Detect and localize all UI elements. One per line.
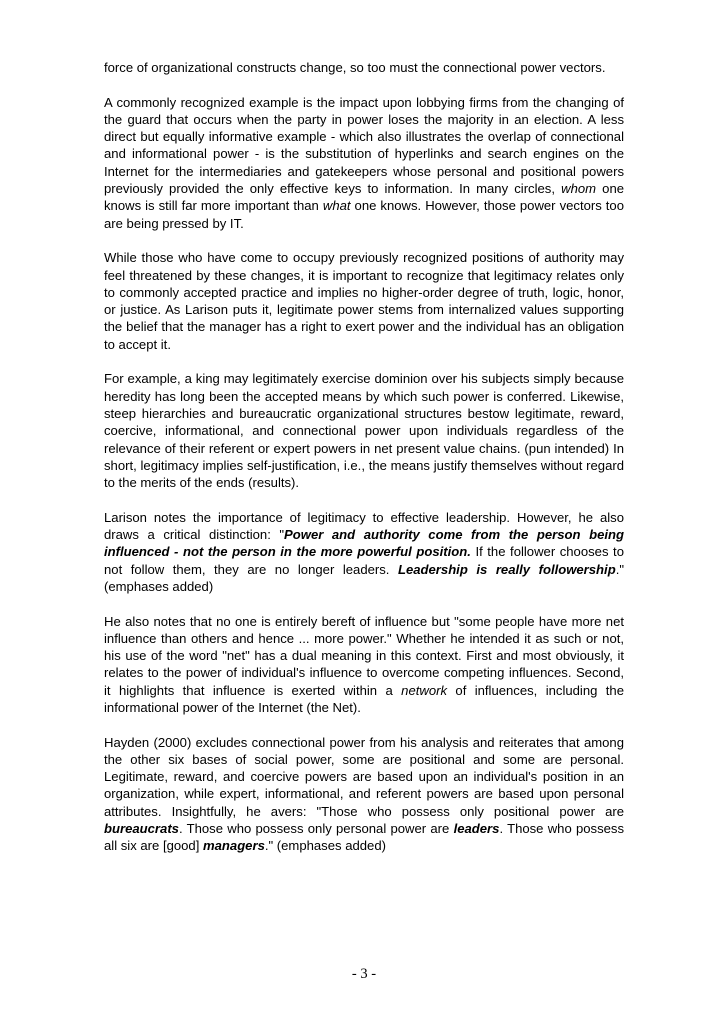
paragraph-7: [104, 734, 624, 855]
paragraph-3-text: While those who have come to occupy previously recognized positions of authority may feel threatened by these changes, it is important to recognize that legitimacy relates only to commonly accepted practice and implies no higher-order degree of truth, logic, honor, or justice. As Larison puts it, legitimate power stems from internalized values supporting the belief that the manager has a right to exert power and the individual has an obligation to accept it.: [104, 250, 624, 352]
body-text: [104, 59, 624, 855]
paragraph-6: [104, 613, 624, 717]
page-number: - 3 -: [351, 966, 377, 982]
emphasis-whom: whom: [561, 181, 597, 197]
paragraph-4: [104, 370, 624, 491]
emphasis-leaders: leaders: [453, 821, 500, 837]
emphasis-managers: managers: [202, 838, 265, 854]
emphasis-network: network: [401, 682, 448, 698]
paragraph-5-text: Larison notes the importance of legitimacy to effective leadership. However, he also draws a critical distinction: ": [104, 509, 624, 543]
paragraph-5: [104, 509, 624, 595]
paragraph-4-text: For example, a king may legitimately exercise dominion over his subjects simply because heredity has long been the accepted means by which such power is conferred. Likewise, steep hierarchies and bureaucratic organizational structures bestow legitimate, reward, coercive, informational, and connectional power upon individuals regardless of the relevance of their referent or expert powers in net present value chains. (pun intended) In short, legitimacy implies self-justification, i.e., the means justify themselves without regard to the merits of the ends (results).: [104, 371, 624, 491]
paragraph-2-text: one knows is still far more important than: [104, 181, 625, 214]
paragraph-3: [104, 249, 624, 353]
emphasis-power-authority-quote: Power and authority come from the person being influenced - not the person in the more powerful position.: [104, 527, 625, 560]
paragraph-2-text: one knows. However, those power vectors too are being pressed by IT.: [104, 198, 625, 231]
paragraph-2: [104, 94, 624, 232]
paragraph-5-text: If the follower chooses to not follow them, they are no longer leaders.: [104, 544, 624, 577]
paragraph-7-text: ." (emphases added): [264, 838, 386, 854]
paragraph-1: [104, 59, 624, 76]
emphasis-bureaucrats: bureaucrats: [104, 821, 179, 837]
paragraph-2-text: A commonly recognized example is the impact upon lobbying firms from the changing of the guard that occurs when the party in power loses the majority in an election. A less direct but equally informative example - which also illustrates the overlap of connectional and informational power - is the substitution of hyperlinks and search engines on the Internet for the intermediaries and gatekeepers whose personal and positional powers previously provided the only effective keys to information. In many circles,: [104, 94, 624, 197]
paragraph-6-text: of influences, including the informational power of the Internet (the Net).: [104, 682, 624, 715]
paragraph-7-text: Hayden (2000) excludes connectional power from his analysis and reiterates that among the other six bases of social power, some are positional and some are personal. Legitimate, reward, and coercive powers are based upon an individual's position in an organization, while expert, informational, and referent powers are based upon personal attributes. Insightfully, he avers: "Those who possess only positional power are: [104, 734, 624, 819]
paragraph-7-text: . Those who possess all six are [good]: [104, 821, 624, 854]
emphasis-leadership-followership: Leadership is really followership: [397, 561, 616, 577]
paragraph-7-text: . Those who possess only personal power are: [178, 821, 454, 837]
emphasis-what: what: [322, 198, 351, 214]
paragraph-6-text: He also notes that no one is entirely bereft of influence but "some people have more net influence than others and hence ... more power." Whether he intended it as such or not, his use of the word "net" has a dual meaning in this context. First and most obviously, it relates to the power of individual's influence to overcome competing influences. Second, it highlights that influence is exerted within a: [104, 613, 624, 698]
paragraph-5-text: ." (emphases added): [104, 561, 624, 594]
paragraph-1-text: force of organizational constructs change, so too must the connectional power vectors.: [104, 60, 606, 75]
